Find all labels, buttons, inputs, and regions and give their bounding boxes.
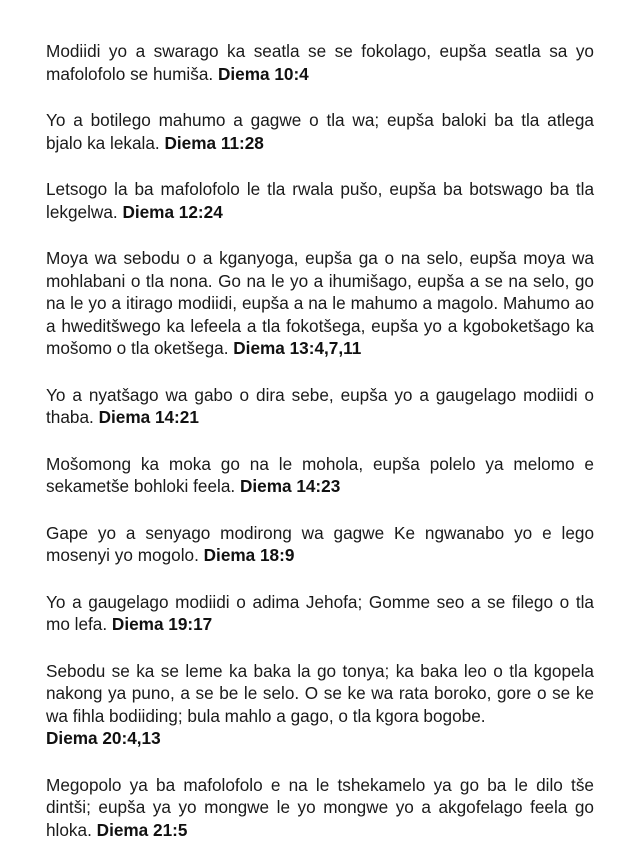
verse-text: Gape yo a senyago modirong wa gagwe Ke ngwanabo yo e lego mosenyi yo mogolo. (46, 522, 594, 565)
verse-reference: Diema 14:21 (98, 407, 199, 427)
verse-paragraph (46, 453, 594, 498)
verse-text: Modiidi yo a swarago ka seatla se se fokolago, eupša seatla sa yo mafolofolo se humiša. (46, 41, 594, 84)
verse-text: Yo a botilego mahumo a gagwe o tla wa; eupša baloki ba tla atlega bjalo ka lekala. (46, 110, 594, 153)
verse-reference: Diema 13:4,7,11 (233, 338, 362, 358)
verse-text: Mošomong ka moka go na le mohola, eupša polelo ya melomo e sekametše bohloki feela. (46, 453, 594, 496)
verse-reference: Diema 21:5 (96, 819, 188, 840)
verse-reference: Diema 10:4 (217, 63, 309, 84)
verse-paragraph (46, 522, 594, 567)
verse-paragraph (46, 384, 594, 429)
verse-paragraph (46, 109, 594, 154)
verse-paragraph (46, 247, 594, 360)
verse-text: Moya wa sebodu o a kganyoga, eupša ga o na selo, eupša moya wa mohlabani o tla nona. Go na le yo a ihumišago, eupša a se na selo, go na le yo a itirago modiidi, eupša a na le mahumo a magolo. Mahumo ao a hweditšwego ka lefeela a tla fokotšega, eupša yo a kgoboketšago ka mošomo o tla oketšega. (46, 248, 594, 358)
verse-reference: Diema 18:9 (203, 545, 295, 565)
verse-text: Yo a gaugelago modiidi o adima Jehofa; Gomme seo a se filego o tla mo lefa. (46, 591, 594, 634)
verse-reference: Diema 12:24 (122, 201, 223, 222)
verse-reference: Diema 20:4,13 (46, 728, 161, 748)
verse-paragraph (46, 774, 594, 842)
verse-text: Yo a nyatšago wa gabo o dira sebe, eupša yo a gaugelago modiidi o thaba. (46, 384, 594, 427)
verse-paragraph (46, 178, 594, 223)
verse-paragraph (46, 591, 594, 636)
verse-text: Sebodu se ka se leme ka baka la go tonya; ka baka leo o tla kgopela nakong ya puno, a se be le selo. O se ke wa rata boroko, gore o se ke wa fihla bodiiding; bula mahlo a gago, o tla kgora bogobe. (46, 660, 594, 726)
verse-paragraph (46, 660, 594, 750)
verse-reference: Diema 11:28 (164, 132, 264, 153)
verse-reference: Diema 14:23 (239, 476, 341, 496)
document-page (46, 40, 594, 865)
verse-text: Megopolo ya ba mafolofolo e na le tshekamelo ya go ba le dilo tše dintši; eupša ya yo mongwe le yo mongwe yo a akgofelago feela go hloka. (46, 774, 594, 840)
verse-text: Letsogo la ba mafolofolo le tla rwala pušo, eupša ba botswago ba tla lekgelwa. (46, 179, 594, 222)
verse-paragraph (46, 40, 594, 85)
verse-reference: Diema 19:17 (111, 614, 213, 634)
